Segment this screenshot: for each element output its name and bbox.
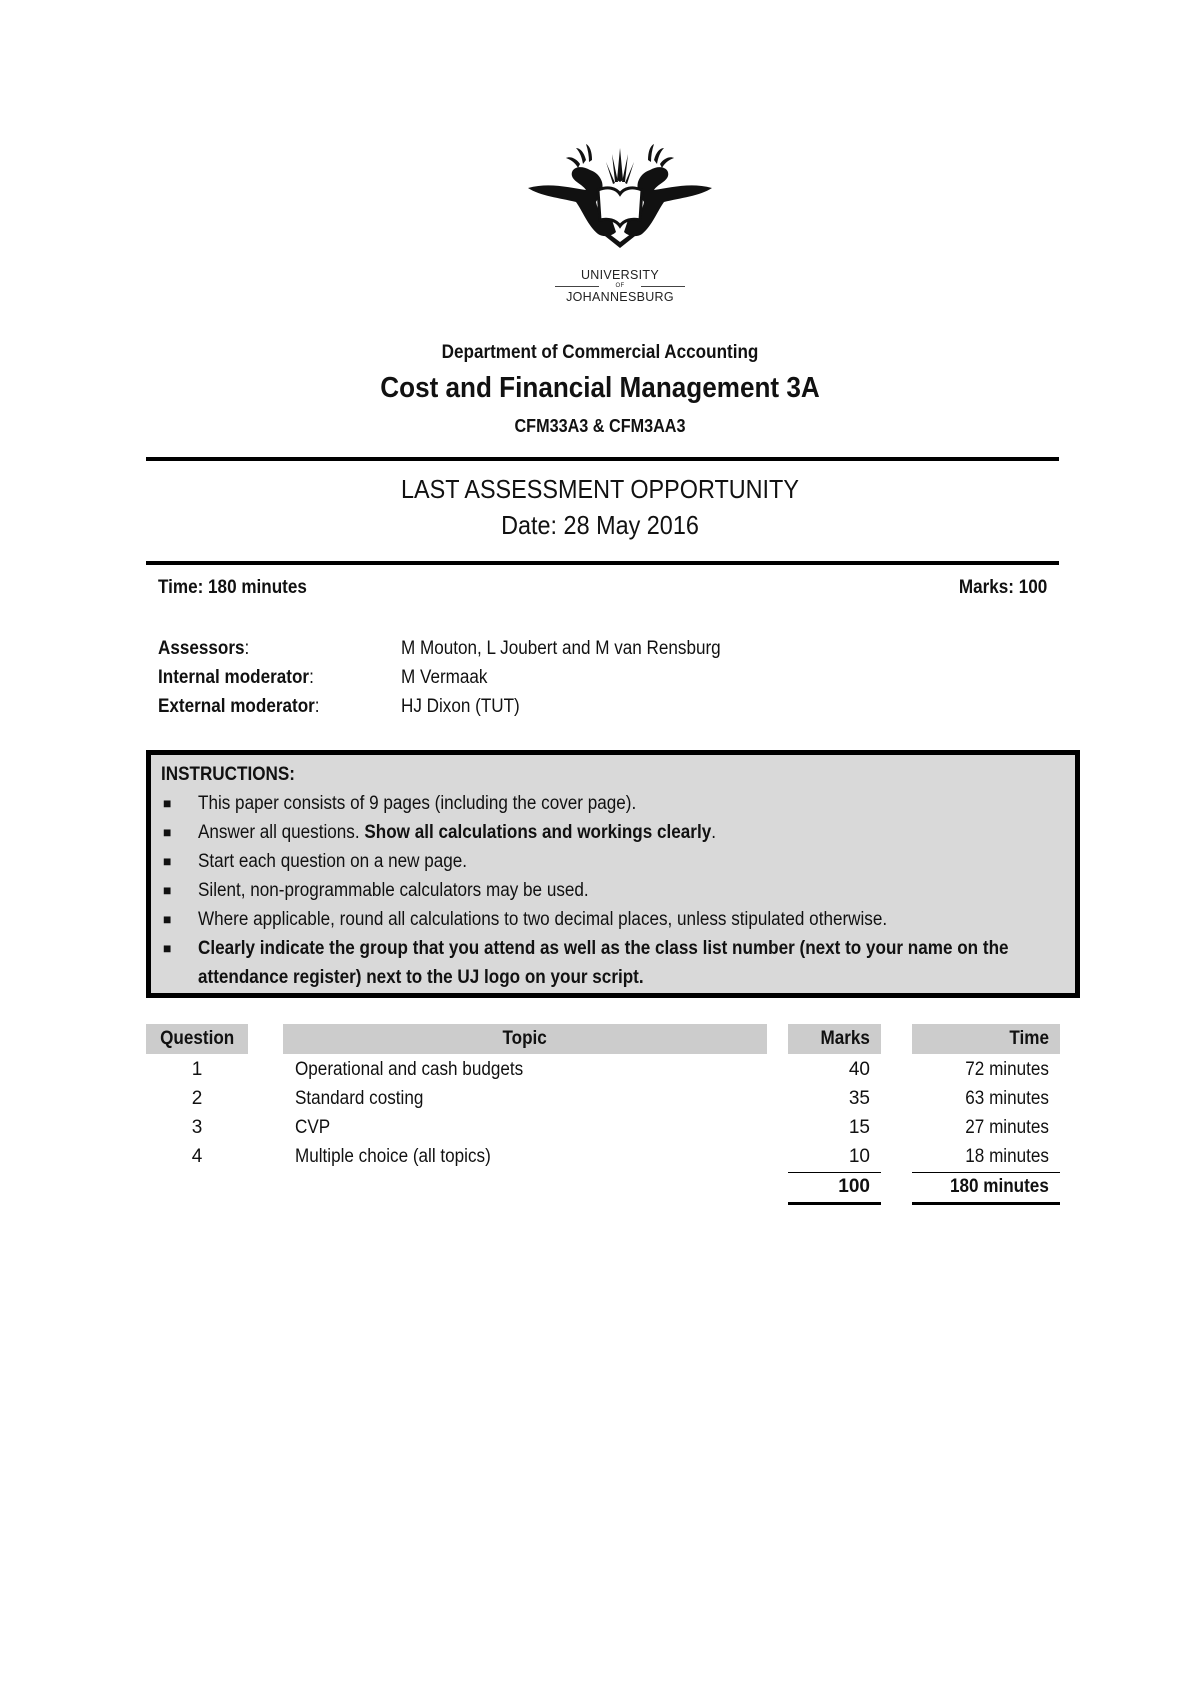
logo-line-university: UNIVERSITY [580,268,659,282]
total-time-double-rule [912,1202,1060,1205]
total-marks: Marks: 100 [958,577,1047,598]
instruction-item: ■ Answer all questions. Show all calculations and workings clearly. [161,818,1065,847]
header-time: Time [912,1024,1060,1054]
staff-row-external-moderator: External moderator: HJ Dixon (TUT) [158,692,756,721]
instruction-item: ■ This paper consists of 9 pages (including the cover page). [161,789,1065,818]
table-row-2-question: 2 [191,1088,203,1109]
staff-row-assessors: Assessors: M Mouton, L Joubert and M van Rensburg [158,634,756,663]
table-row-2-time: 63 minutes [965,1088,1049,1109]
table-row-2-topic: Standard costing [295,1088,424,1109]
bullet-icon: ■ [163,853,172,869]
staff-value: M Vermaak [401,667,488,688]
table-row-1-marks: 40 [848,1059,870,1080]
instructions-box [146,750,1080,998]
divider-bottom [146,561,1059,565]
instruction-item: ■ Silent, non-programmable calculators may be used. [161,876,1065,905]
bullet-icon: ■ [163,882,172,898]
staff-value: HJ Dixon (TUT) [401,696,520,717]
staff-value: M Mouton, L Joubert and M van Rensburg [401,638,721,659]
instructions-title: INSTRUCTIONS: [161,764,295,785]
course-codes: CFM33A3 & CFM3AA3 [514,416,686,436]
instructions-list [161,789,1065,992]
table-row-3-marks: 15 [848,1117,870,1138]
divider-top [146,457,1059,461]
logo-line-of: OF [520,282,720,290]
bullet-icon: ■ [163,795,172,811]
table-row-2-marks: 35 [848,1088,870,1109]
table-row-3-time: 27 minutes [965,1117,1049,1138]
total-marks-value: 100 [838,1176,870,1197]
table-row-3-topic: CVP [295,1117,331,1138]
assessment-date: Date: 28 May 2016 [501,510,699,540]
staff-list [158,634,756,721]
table-row-4-time: 18 minutes [965,1146,1049,1167]
university-bird-crest-logo [520,140,720,260]
bullet-icon: ■ [163,911,172,927]
staff-label: Internal moderator [158,667,310,688]
header-marks: Marks [788,1024,881,1054]
table-row-4-marks: 10 [848,1146,870,1167]
staff-label: Assessors [158,638,245,659]
table-row-3-question: 3 [191,1117,203,1138]
instruction-item: ■ Start each question on a new page. [161,847,1065,876]
logo-line-johannesburg: JOHANNESBURG [566,290,674,305]
total-marks-double-rule [788,1202,881,1205]
department-name: Department of Commercial Accounting [441,342,759,363]
staff-row-internal-moderator: Internal moderator: M Vermaak [158,663,756,692]
bullet-icon: ■ [163,824,172,840]
staff-label: External moderator [158,696,315,717]
header-topic: Topic [283,1024,767,1054]
bullet-icon: ■ [163,940,172,956]
table-row-1-topic: Operational and cash budgets [295,1059,524,1080]
logo-wordmark [520,268,720,305]
table-row-4-question: 4 [191,1146,203,1167]
total-time-value: 180 minutes [950,1176,1049,1197]
table-row-1-time: 72 minutes [965,1059,1049,1080]
course-title: Cost and Financial Management 3A [380,372,820,404]
assessment-title: LAST ASSESSMENT OPPORTUNITY [401,474,799,504]
header-question: Question [146,1024,248,1054]
time-allowed: Time: 180 minutes [158,577,307,598]
table-row-1-question: 1 [191,1059,203,1080]
instruction-item: ■ Where applicable, round all calculations to two decimal places, unless stipulated otherwise. [161,905,1065,934]
instruction-item: ■ Clearly indicate the group that you attend as well as the class list number (next to your name on the attendance register) next to the UJ logo on your script. [161,934,1065,992]
table-row-4-topic: Multiple choice (all topics) [295,1146,491,1167]
